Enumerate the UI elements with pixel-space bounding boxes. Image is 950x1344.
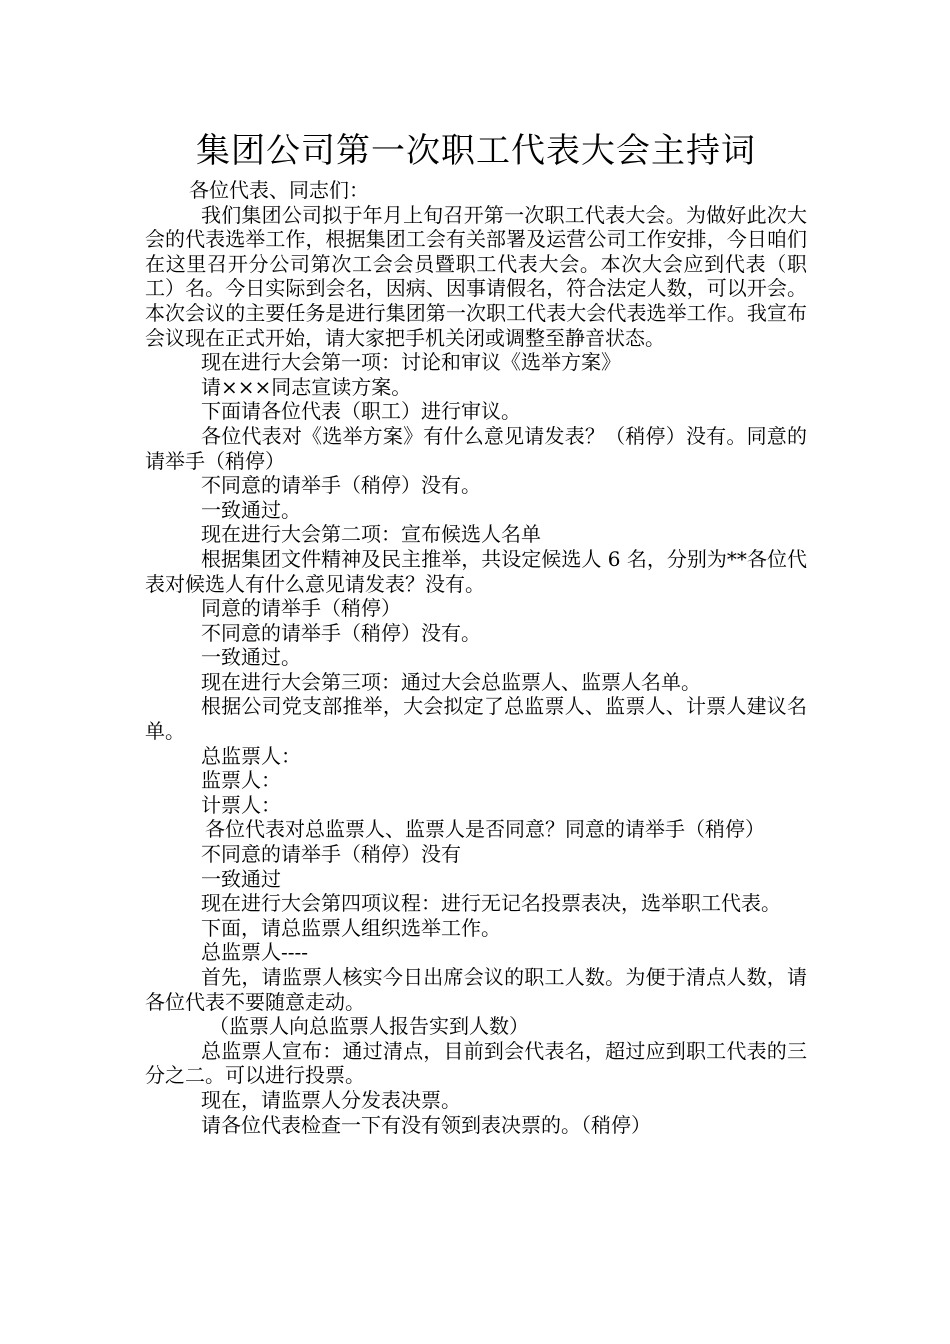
paragraph: 现在进行大会第一项：讨论和审议《选举方案》 — [201, 350, 621, 375]
paragraph: 下面，请总监票人组织选举工作。 — [201, 915, 501, 940]
salutation: 各位代表、同志们： — [189, 178, 369, 202]
document-title: 集团公司第一次职工代表大会主持词 — [196, 131, 756, 171]
paragraph: 现在进行大会第四项议程：进行无记名投票表决，选举职工代表。 — [201, 891, 781, 916]
paragraph: 总监票人宣布：通过清点，目前到会代表名，超过应到职工代表的三分之二。可以进行投票。 — [145, 1038, 807, 1088]
paragraph: 监票人： — [201, 768, 281, 793]
paragraph: （监票人向总监票人报告实到人数） — [209, 1014, 529, 1039]
paragraph: 计票人： — [201, 792, 281, 817]
paragraph: 总监票人---- — [201, 940, 309, 965]
paragraph: 我们集团公司拟于年月上旬召开第一次职工代表大会。为做好此次大会的代表选举工作，根据集团工会有关部署及运营公司工作安排，今日咱们在这里召开分公司第次工会会员暨职工代表大会。本次大会应到代表（职工）名。今日实际到会名，因病、因事请假名，符合法定人数，可以开会。本次会议的主要任务是进行集团第一次职工代表大会代表选举工作。我宣布会议现在正式开始，请大家把手机关闭或调整至静音状态。 — [145, 202, 807, 350]
paragraph: 一致通过。 — [201, 497, 301, 522]
paragraph: 不同意的请举手（稍停）没有。 — [201, 620, 481, 645]
paragraph: 不同意的请举手（稍停）没有。 — [201, 473, 481, 498]
document-page — [145, 126, 807, 1137]
paragraph: 各位代表对总监票人、监票人是否同意？同意的请举手（稍停） — [205, 817, 765, 842]
paragraph: 现在，请监票人分发表决票。 — [201, 1087, 461, 1112]
paragraph: 根据公司党支部推举，大会拟定了总监票人、监票人、计票人建议名单。 — [145, 694, 807, 744]
paragraph: 不同意的请举手（稍停）没有 — [201, 842, 461, 867]
paragraph: 下面请各位代表（职工）进行审议。 — [201, 399, 521, 424]
paragraph: 现在进行大会第三项：通过大会总监票人、监票人名单。 — [201, 669, 701, 694]
paragraph: 现在进行大会第二项：宣布候选人名单 — [201, 522, 541, 547]
paragraph: 根据集团文件精神及民主推举，共设定候选人 6 名，分别为**各位代表对候选人有什么意见请发表？没有。 — [145, 546, 807, 596]
paragraph: 首先，请监票人核实今日出席会议的职工人数。为便于清点人数，请各位代表不要随意走动。 — [145, 965, 807, 1014]
paragraph: 一致通过。 — [201, 645, 301, 670]
paragraph: 总监票人： — [201, 743, 301, 768]
paragraph: 各位代表对《选举方案》有什么意见请发表？（稍停）没有。同意的请举手（稍停） — [145, 423, 807, 473]
paragraph: 一致通过 — [201, 866, 281, 891]
paragraph: 请×××同志宣读方案。 — [201, 374, 412, 399]
paragraph: 同意的请举手（稍停） — [201, 596, 401, 621]
paragraph: 请各位代表检查一下有没有领到表决票的。（稍停） — [201, 1112, 651, 1137]
